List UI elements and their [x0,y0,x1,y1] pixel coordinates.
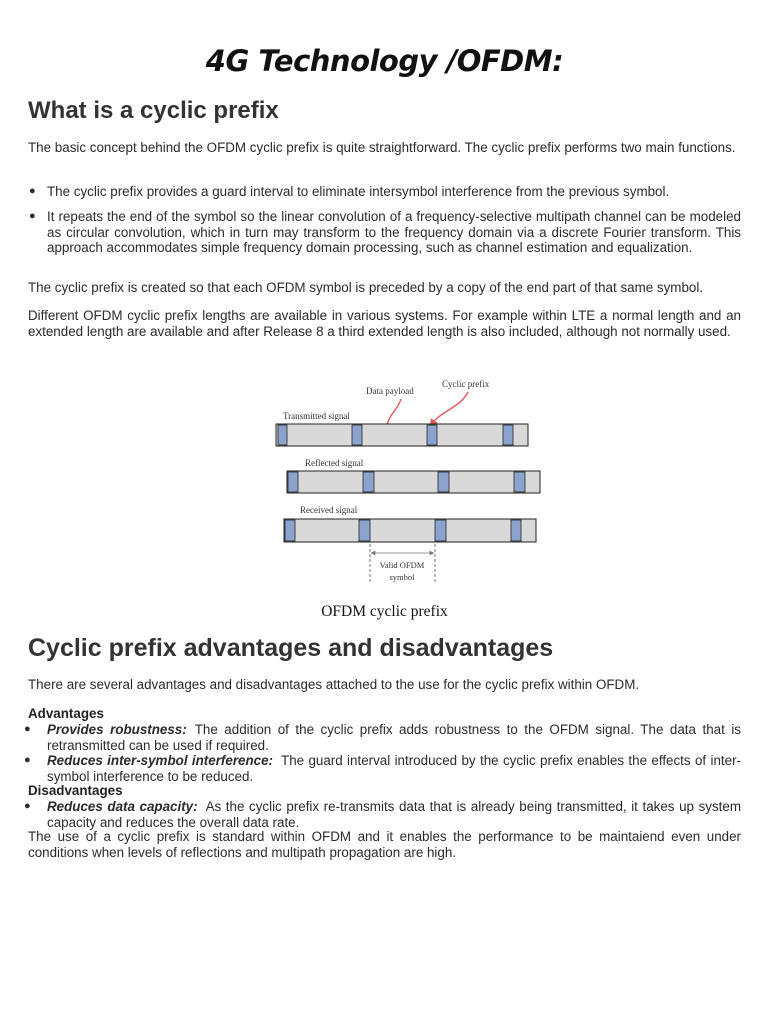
figure-caption: OFDM cyclic prefix [321,603,448,620]
bullet-icon: ● [29,185,36,197]
function-list [28,209,741,256]
disadvantages-label: Disadvantages [28,783,123,798]
list-item [24,722,741,753]
page-title: 4G Technology /OFDM: [205,44,564,78]
transmitted-signal-bar [276,424,528,446]
bullet-icon: ● [24,800,31,812]
list-item-text: The guard interval introduced by the cyclic prefix enables the effects of inter-symbol interference to be reduced. [47,753,741,784]
cyclic-prefix-arrow [432,392,468,424]
section-heading-cyclic-prefix: What is a cyclic prefix [28,97,279,124]
list-item-text: The cyclic prefix provides a guard interval to eliminate intersymbol interference from the previous symbol. [47,184,670,199]
advantages-intro-paragraph: There are several advantages and disadvantages attached to the use for the cyclic prefix within OFDM. [28,677,640,692]
intro-paragraph: The basic concept behind the OFDM cyclic prefix is quite straightforward. The cyclic prefix performs two main functions. [28,140,736,155]
list-item-text: It repeats the end of the symbol so the linear convolution of a frequency-selective multipath channel can be modeled as circular convolution, which in turn may transform to the frequency domain via a discrete Fourier transform. This approach accommodates simple frequency domain processing, such as channel estimation and equalization. [47,209,741,256]
bullet-icon: ● [24,754,31,766]
reflected-signal-label: Reflected signal [305,458,364,468]
data-payload-label: Data payload [366,386,414,396]
advantages-list [24,722,741,753]
ofdm-cyclic-prefix-figure [246,372,546,592]
reflected-signal-bar [287,471,540,493]
list-item [24,799,741,830]
transmitted-signal-label: Transmitted signal [283,411,350,421]
list-item-text: The addition of the cyclic prefix adds robustness to the OFDM signal. The data that is retransmitted can be used if required. [47,722,741,753]
list-item-term: Provides robustness: [47,722,187,737]
function-list [28,184,741,200]
paragraph-prefix-lengths: Different OFDM cyclic prefix lengths are available in various systems. For example within LTE a normal length and an extended length are available and after Release 8 a third extended length is also included, although not normally used. [28,308,741,339]
valid-symbol-label-line1: Valid OFDM [379,560,425,570]
list-item-term: Reduces data capacity: [47,799,198,814]
list-item [28,184,741,200]
cyclic-prefix-label: Cyclic prefix [442,379,490,389]
list-item-text: As the cyclic prefix re-transmits data that is already being transmitted, it takes up system capacity and reduces the overall data rate. [47,799,741,830]
received-signal-bar [284,519,536,542]
bullet-icon: ● [24,723,31,735]
list-item [28,209,741,256]
valid-symbol-label-line2: symbol [389,572,415,582]
list-item-term: Reduces inter-symbol interference: [47,753,274,768]
advantages-label: Advantages [28,706,104,721]
received-signal-label: Received signal [300,505,358,515]
list-item [24,753,741,784]
section-heading-advantages: Cyclic prefix advantages and disadvantages [28,634,554,662]
advantages-list [24,753,741,784]
paragraph-prefix-creation: The cyclic prefix is created so that each OFDM symbol is preceded by a copy of the end part of that same symbol. [28,280,704,295]
bullet-icon: ● [29,210,36,222]
conclusion-paragraph: The use of a cyclic prefix is standard within OFDM and it enables the performance to be maintaiend even under conditions when levels of reflections and multipath propagation are high. [28,829,741,860]
disadvantages-list [24,799,741,830]
